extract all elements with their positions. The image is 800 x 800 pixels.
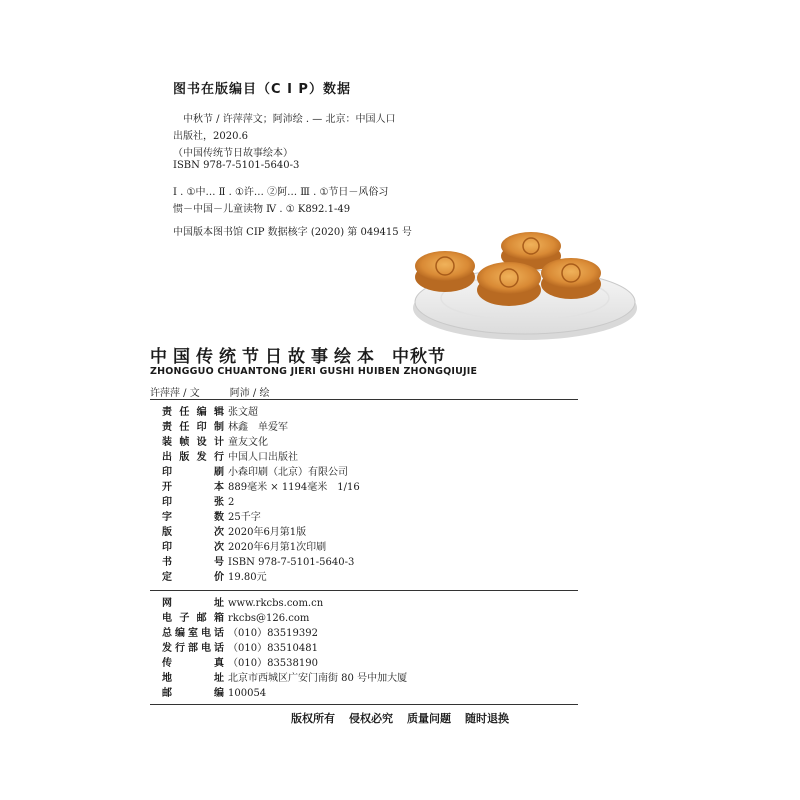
detail-value: 张文超 (228, 407, 258, 418)
divider (150, 399, 578, 400)
contact-label: 邮编 (162, 688, 224, 699)
detail-value: 25千字 (228, 512, 261, 523)
contact-label: 发行部电话 (162, 643, 224, 654)
contact-value: （010）83510481 (228, 643, 318, 654)
detail-row (162, 450, 298, 465)
mooncake-front (477, 262, 541, 306)
contact-value: （010）83538190 (228, 658, 318, 669)
detail-label: 装帧设计 (162, 437, 224, 448)
cip-line: 中秋节 / 许萍萍文；阿沛绘 . — 北京：中国人口 (183, 114, 396, 125)
detail-label: 定价 (162, 572, 224, 583)
detail-value: ISBN 978-7-5101-5640-3 (228, 557, 355, 568)
book-title: 中秋节 (392, 347, 446, 367)
copyright-footer (0, 710, 800, 726)
website-link: www.rkcbs.com.cn (228, 598, 324, 609)
divider (150, 704, 578, 705)
cip-title: 图书在版编目（C I P）数据 (173, 82, 351, 97)
detail-row (162, 405, 258, 420)
detail-value: 林鑫 单爱军 (228, 422, 288, 433)
contact-label: 网址 (162, 598, 224, 609)
detail-value: 2020年6月第1次印刷 (228, 542, 327, 553)
author-credit: 许萍萍 / 文 (150, 388, 200, 399)
detail-row (162, 525, 306, 540)
detail-label: 字数 (162, 512, 224, 523)
detail-label: 责任编辑 (162, 407, 224, 418)
detail-value: 889毫米 × 1194毫米 1/16 (228, 482, 360, 493)
footer-item: 侵权必究 (349, 712, 393, 725)
illustrator-credit: 阿沛 / 绘 (229, 388, 270, 399)
cip-line: （中国传统节日故事绘本） (173, 148, 293, 159)
footer-item: 版权所有 (291, 712, 335, 725)
contact-row (162, 656, 318, 671)
detail-row (162, 510, 261, 525)
detail-row (162, 555, 354, 570)
detail-row (162, 420, 288, 435)
detail-label: 版次 (162, 527, 224, 538)
detail-label: 出版发行 (162, 452, 224, 463)
contact-value: 北京市西城区广安门南街 80 号中加大厦 (228, 673, 408, 684)
cip-line: 中国版本图书馆 CIP 数据核字 (2020) 第 049415 号 (173, 227, 412, 238)
contact-row (162, 611, 309, 626)
series-heading (150, 342, 446, 367)
cip-line: 惯－中国－儿童读物 Ⅳ . ① K892.1-49 (173, 204, 351, 215)
contact-label: 传真 (162, 658, 224, 669)
footer-item: 质量问题 (407, 712, 451, 725)
detail-value: 中国人口出版社 (228, 452, 298, 463)
email-value: rkcbs@126.com (228, 613, 310, 624)
mooncake-plate-illustration (405, 222, 645, 347)
detail-label: 书号 (162, 557, 224, 568)
detail-row (162, 570, 267, 585)
detail-label: 印次 (162, 542, 224, 553)
contact-row (162, 641, 318, 656)
contact-label: 电子邮箱 (162, 613, 224, 624)
detail-label: 印刷 (162, 467, 224, 478)
detail-row (162, 480, 360, 495)
cip-line: Ⅰ . ①中… Ⅱ . ①许… ②阿… Ⅲ . ①节日－风俗习 (173, 187, 389, 198)
detail-value: 小森印刷（北京）有限公司 (228, 467, 348, 478)
contact-row (162, 686, 266, 701)
detail-value: 19.80元 (228, 572, 267, 583)
detail-row (162, 435, 268, 450)
contact-value: 100054 (228, 688, 267, 699)
detail-row (162, 540, 326, 555)
series-pinyin: ZHONGGUO CHUANTONG JIERI GUSHI HUIBEN ZHONGQIUJIE (150, 366, 478, 377)
mooncake-left (415, 251, 475, 292)
contact-label: 地址 (162, 673, 224, 684)
divider (150, 590, 578, 591)
series-name: 中国传统节日故事绘本 (150, 347, 380, 367)
footer-item: 随时退换 (465, 712, 509, 725)
contact-row (162, 596, 323, 611)
cip-line: 出版社，2020.6 (173, 131, 248, 142)
cip-line: ISBN 978-7-5101-5640-3 (173, 160, 300, 171)
detail-row (162, 465, 348, 480)
contact-label: 总编室电话 (162, 628, 224, 639)
detail-value: 童友文化 (228, 437, 268, 448)
detail-value: 2020年6月第1版 (228, 527, 307, 538)
contact-row (162, 671, 407, 686)
detail-value: 2 (228, 497, 235, 508)
detail-label: 责任印制 (162, 422, 224, 433)
detail-label: 印张 (162, 497, 224, 508)
contact-row (162, 626, 318, 641)
detail-label: 开本 (162, 482, 224, 493)
contact-value: （010）83519392 (228, 628, 318, 639)
mooncake-right (541, 258, 601, 299)
detail-row (162, 495, 234, 510)
credits (150, 384, 269, 399)
